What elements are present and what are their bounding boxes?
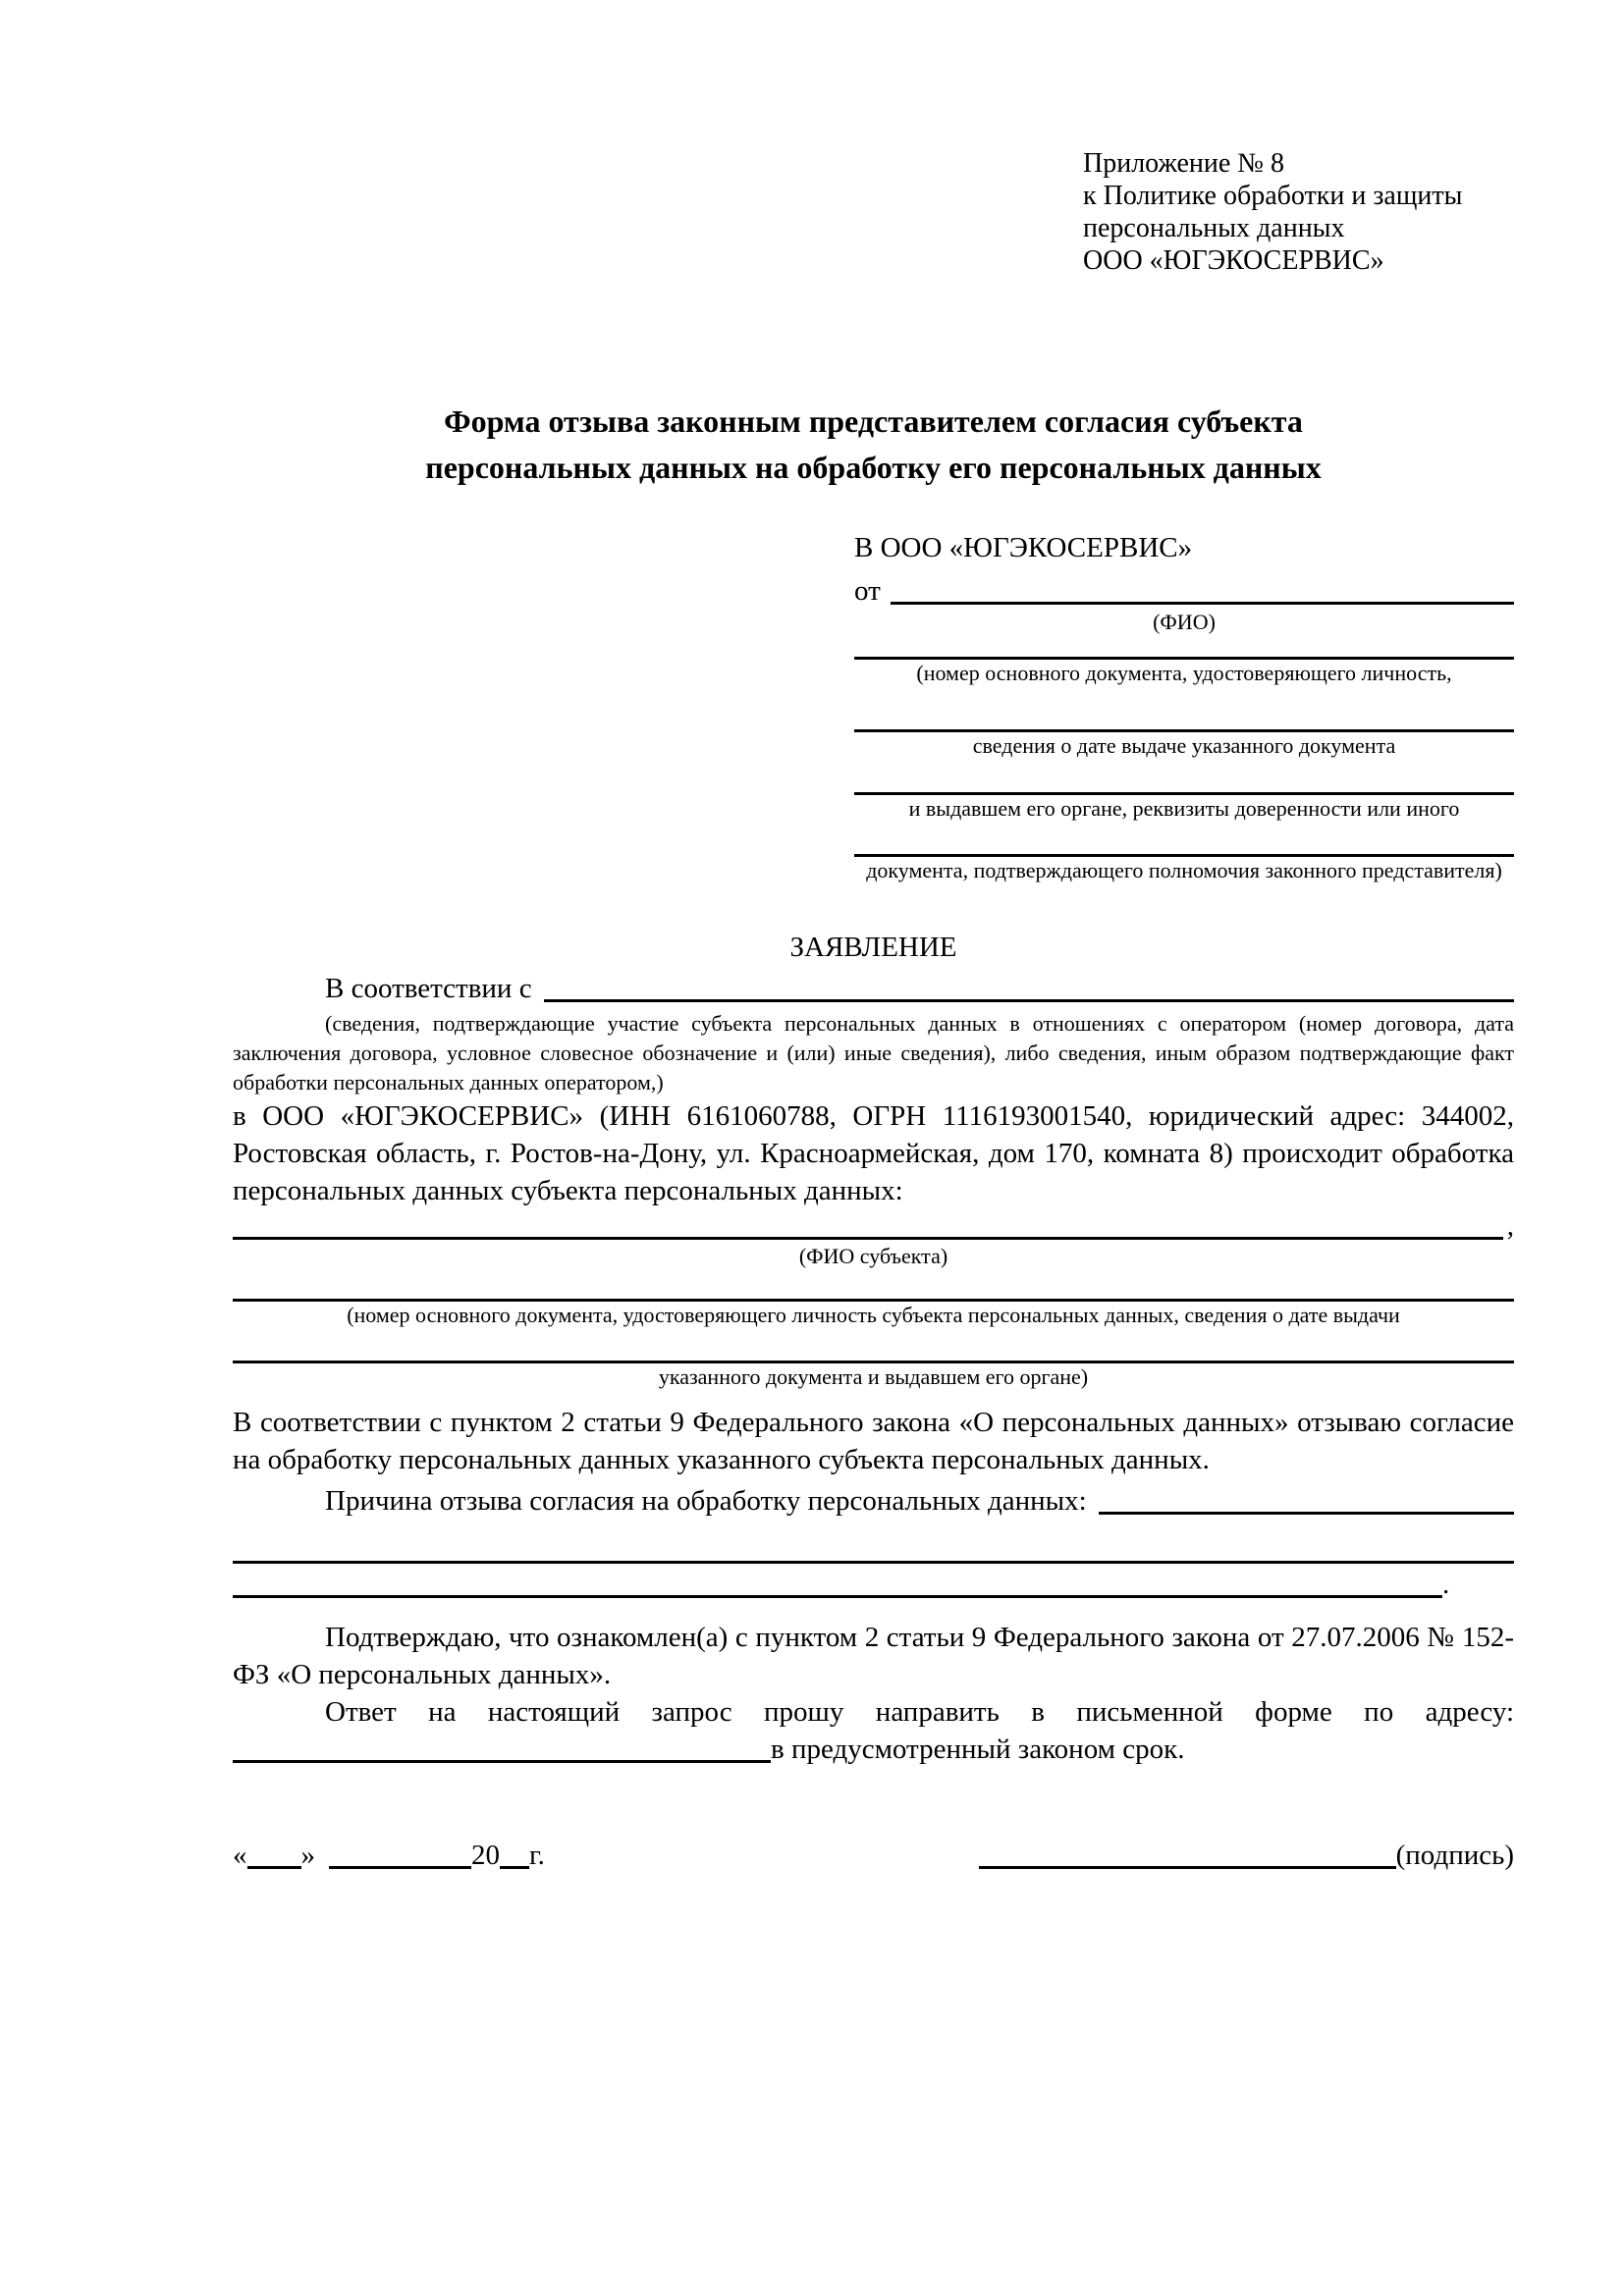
reason-blank-line-2 <box>233 1595 1442 1598</box>
appendix-line-4: ООО «ЮГЭКОСЕРВИС» <box>1083 245 1384 276</box>
statement-heading: ЗАЯВЛЕНИЕ <box>789 932 957 963</box>
reason-blank-period: . <box>1442 1569 1450 1600</box>
signature-group <box>979 1837 1514 1874</box>
representative-doc-caption-4: документа, подтверждающего полномочия законного представителя) <box>866 858 1502 882</box>
appendix-header <box>1083 147 1514 277</box>
reason-blank-line-1 <box>233 1561 1514 1564</box>
representative-fio-blank-field <box>891 602 1514 605</box>
representative-doc-row-2 <box>854 729 1514 759</box>
document-title-line-2: персональных данных на обработку его персональных данных <box>425 450 1322 485</box>
footer-row <box>233 1837 1514 1874</box>
date-day-blank-field <box>247 1866 301 1869</box>
fio-caption: (ФИО) <box>1153 610 1216 634</box>
date-year-blank-field <box>500 1866 529 1869</box>
date-close-quote: » <box>300 1840 315 1871</box>
subject-fio-row <box>233 1209 1514 1243</box>
document-title <box>233 399 1514 491</box>
date-group <box>233 1837 545 1874</box>
subject-fio-comma: , <box>1506 1210 1514 1242</box>
document-title-line-1: Форма отзыва законным представителем согласия субъекта <box>444 403 1303 439</box>
date-year-suffix: г. <box>529 1840 545 1871</box>
withdrawal-paragraph: В соответствии с пунктом 2 статьи 9 Федерального закона «О персональных данных» отзываю согласие на обработку персональных данных указанного субъекта персональных данных. <box>233 1407 1514 1475</box>
representative-doc-caption-3: и выдавшем его органе, реквизиты доверенности или иного <box>908 796 1460 821</box>
operator-paragraph: в ООО «ЮГЭКОСЕРВИС» (ИНН 6161060788, ОГРН 1116193001540, юридический адрес: 344002, Ростовская область, г. Ростов-на-Дону, ул. Красноармейская, дом 170, комната 8) происходит обработка персональных данных субъекта персональных данных: <box>233 1100 1514 1206</box>
reason-blank-row-2 <box>233 1566 1514 1603</box>
appendix-line-2: к Политике обработки и защиты <box>1083 181 1463 211</box>
subject-doc-caption-2: указанного документа и выдавшем его органе) <box>658 1364 1089 1389</box>
appendix-line-1: Приложение № 8 <box>1083 148 1284 179</box>
representative-doc-row-3 <box>854 792 1514 822</box>
date-month-blank-field <box>329 1866 471 1869</box>
signature-blank-field <box>979 1866 1396 1869</box>
response-address-blank-field <box>233 1760 771 1763</box>
date-open-quote: « <box>233 1840 247 1871</box>
reason-label: Причина отзыва согласия на обработку персональных данных: <box>325 1485 1087 1517</box>
intro-blank-field <box>544 999 1514 1002</box>
representative-doc-caption-2: сведения о дате выдаче указанного документа <box>972 733 1396 758</box>
subject-fio-blank-field <box>233 1237 1503 1240</box>
response-request-tail: в предусмотренный законом срок. <box>771 1734 1185 1765</box>
subject-doc-row-2 <box>233 1361 1514 1390</box>
from-row <box>854 573 1514 609</box>
reason-blank-field <box>1099 1512 1514 1515</box>
addressee-organization: В ООО «ЮГЭКОСЕРВИС» <box>854 532 1193 563</box>
confirmation-paragraph: Подтверждаю, что ознакомлен(а) с пунктом 2 статьи 9 Федерального закона от 27.07.2006 № 152-ФЗ «О персональных данных». <box>233 1622 1514 1690</box>
from-label: от <box>854 575 881 607</box>
addressee-block <box>854 530 1514 883</box>
representative-doc-row-1 <box>854 657 1514 686</box>
appendix-line-3: персональных данных <box>1083 213 1345 243</box>
response-address-row <box>233 1731 1514 1768</box>
reason-row <box>233 1482 1514 1520</box>
subject-doc-row-1 <box>233 1299 1514 1328</box>
subject-fio-caption: (ФИО субъекта) <box>798 1244 948 1268</box>
signature-caption: (подпись) <box>1395 1840 1514 1871</box>
intro-note: (сведения, подтверждающие участие субъекта персональных данных в отношениях с оператором (номер договора, дата заключения договора, условное словесное обозначение и (или) иные сведения), либо сведения, иным образом подтверждающие факт обработки персональных данных оператором,) <box>233 1011 1514 1095</box>
subject-doc-caption-1: (номер основного документа, удостоверяющего личность субъекта персональных данных, сведения о дате выдачи <box>347 1303 1400 1327</box>
response-request-line: Ответ на настоящий запрос прошу направить в письменной форме по адресу: <box>325 1696 1514 1728</box>
representative-doc-row-4 <box>854 854 1514 883</box>
date-year-prefix: 20 <box>471 1840 500 1871</box>
intro-row <box>233 970 1514 1007</box>
representative-doc-caption-1: (номер основного документа, удостоверяющего личность, <box>916 661 1452 685</box>
intro-prefix: В соответствии с <box>325 973 532 1004</box>
